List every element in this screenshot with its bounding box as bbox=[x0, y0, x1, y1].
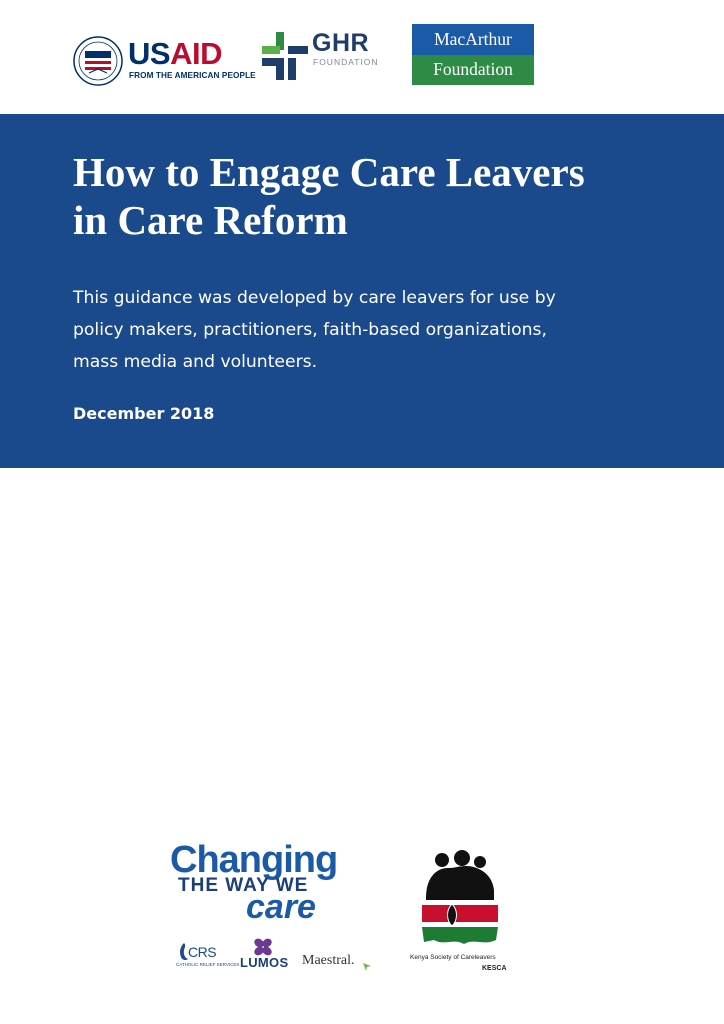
kesca-abbreviation: KESCA bbox=[482, 965, 507, 972]
crs-logo bbox=[176, 940, 240, 970]
ghr-foundation-logo bbox=[262, 30, 392, 82]
title-line-1: How to Engage Care Leavers bbox=[73, 149, 585, 195]
usaid-tagline: FROM THE AMERICAN PEOPLE bbox=[129, 71, 256, 80]
crs-tagline: CATHOLIC RELIEF SERVICES bbox=[176, 962, 240, 967]
ctwwc-care: care bbox=[246, 888, 316, 926]
ghr-foundation-label: FOUNDATION bbox=[313, 57, 379, 67]
cover-band bbox=[0, 114, 724, 468]
lumos-logo bbox=[238, 938, 288, 970]
lumos-flower-icon bbox=[253, 938, 273, 956]
subtitle-line-3: mass media and volunteers. bbox=[73, 352, 318, 372]
subtitle-line-1: This guidance was developed by care leavers for use by bbox=[73, 288, 556, 308]
macarthur-foundation-logo bbox=[412, 24, 534, 85]
changing-the-way-we-care-logo bbox=[168, 840, 378, 935]
ghr-cross-icon bbox=[262, 32, 308, 80]
usaid-wordmark: USAID bbox=[128, 36, 222, 71]
usaid-seal-icon bbox=[73, 36, 123, 86]
maestral-arrow-icon bbox=[362, 962, 372, 972]
title-line-2: in Care Reform bbox=[73, 197, 348, 243]
macarthur-line2: Foundation bbox=[412, 55, 534, 85]
maestral-wordmark: Maestral. bbox=[302, 953, 355, 968]
kesca-logo bbox=[410, 850, 520, 978]
subtitle-line-2: policy makers, practitioners, faith-based organizations, bbox=[73, 320, 547, 340]
crs-wordmark: CRS bbox=[188, 944, 217, 960]
document-subtitle bbox=[73, 282, 673, 378]
publication-date: December 2018 bbox=[73, 404, 215, 423]
kesca-full-name: Kenya Society of Careleavers bbox=[410, 954, 496, 961]
document-title bbox=[73, 148, 693, 244]
ctwwc-changing: Changing bbox=[170, 839, 338, 881]
ctwwc-the-way-we: THE WAY WE bbox=[178, 875, 309, 896]
macarthur-line1: MacArthur bbox=[412, 24, 534, 55]
lumos-wordmark: LUMOS bbox=[240, 955, 289, 970]
partner-logos bbox=[176, 938, 386, 972]
kenya-flag-people-icon bbox=[414, 850, 504, 950]
top-logo-bar bbox=[0, 0, 724, 114]
ghr-wordmark: GHR bbox=[312, 29, 370, 57]
usaid-logo bbox=[73, 36, 256, 88]
